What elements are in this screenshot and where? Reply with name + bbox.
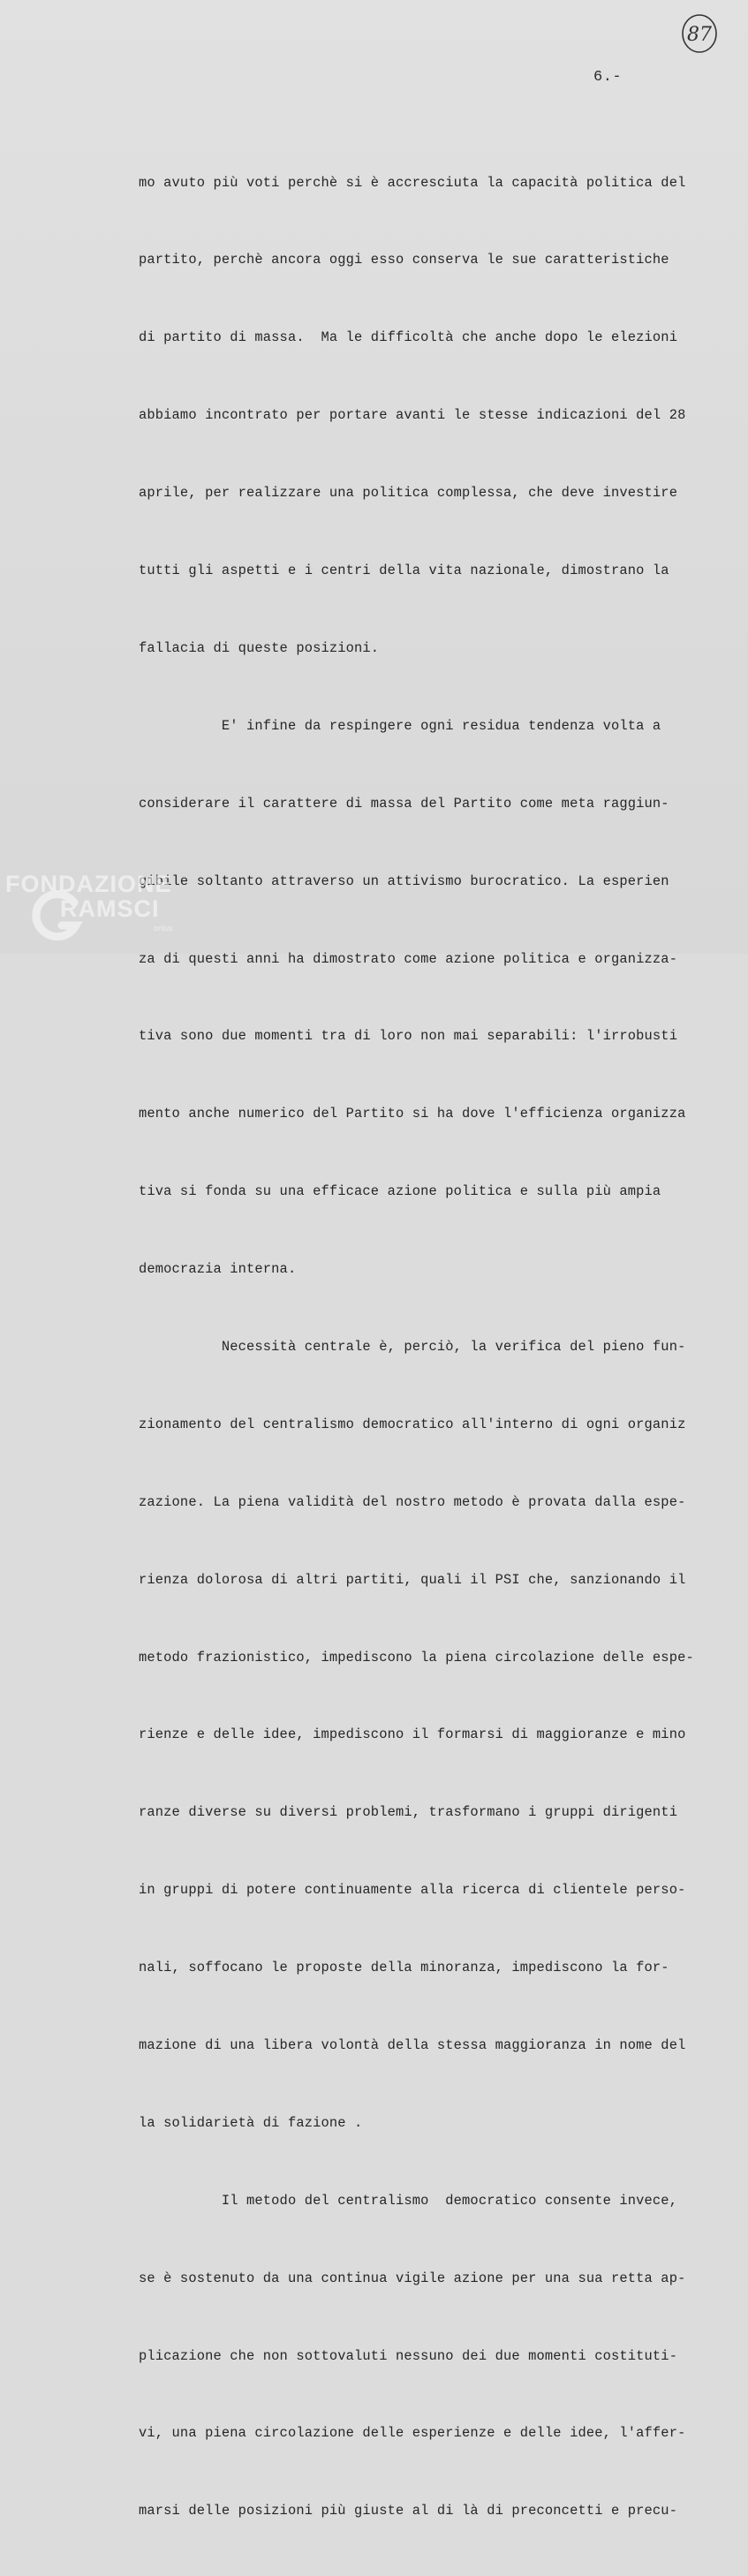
text-line: tiva sono due momenti tra di loro non mai separabili: l'irrobusti: [139, 1028, 678, 1045]
text-line: in gruppi di potere continuamente alla ricerca di clientele perso-: [139, 1882, 686, 1899]
page-number: 6.-: [593, 69, 623, 86]
text-line: considerare il carattere di massa del Partito come meta raggiun-: [139, 795, 669, 812]
archive-stamp-number: 87: [687, 24, 712, 46]
text-line: democrazia interna.: [139, 1261, 297, 1278]
text-line: partito, perchè ancora oggi esso conserva le sue caratteristiche: [139, 252, 669, 268]
text-line: rienza dolorosa di altri partiti, quali il PSI che, sanzionando il: [139, 1571, 686, 1588]
watermark-line3: onlus: [154, 924, 173, 933]
text-line: se è sostenuto da una continua vigile azione per una sua retta ap-: [139, 2270, 686, 2286]
text-line: di partito di massa. Ma le difficoltà che anche dopo le elezioni: [139, 329, 678, 346]
text-line: mazione di una libera volontà della stessa maggioranza in nome del: [139, 2036, 686, 2053]
text-line: nali, soffocano le proposte della minoranza, impediscono la for-: [139, 1960, 669, 1976]
text-line: vi, una piena circolazione delle esperienze e delle idee, l'affer-: [139, 2425, 686, 2442]
watermark-line2: RAMSCI: [60, 895, 160, 922]
text-line: tiva si fonda su una efficace azione politica e sulla più ampia: [139, 1183, 661, 1200]
text-line: za di questi anni ha dimostrato come azione politica e organizza-: [139, 950, 678, 967]
text-line: ranze diverse su diversi problemi, trasformano i gruppi dirigenti: [139, 1804, 678, 1821]
text-line: marsi delle posizioni più giuste al di là di preconcetti e precu-: [139, 2503, 678, 2519]
text-line: mo avuto più voti perchè si è accresciuta la capacità politica del: [139, 174, 686, 191]
typed-text: [139, 118, 730, 2576]
text-line: gibile soltanto attraverso un attivismo burocratico. La esperien: [139, 873, 669, 889]
text-line: tutti gli aspetti e i centri della vita nazionale, dimostrano la: [139, 563, 669, 579]
text-line: fallacia di queste posizioni.: [139, 639, 380, 656]
text-line: plicazione che non sottovaluti nessuno dei due momenti costituti-: [139, 2347, 678, 2364]
text-line: Il metodo del centralismo democratico consente invece,: [139, 2192, 678, 2209]
fondazione-gramsci-watermark: [5, 871, 200, 950]
text-line: aprile, per realizzare una politica complessa, che deve investire: [139, 485, 678, 502]
text-line: metodo frazionistico, impediscono la piena circolazione delle espe-: [139, 1649, 694, 1666]
text-line: zionamento del centralismo democratico all'interno di ogni organiz: [139, 1416, 686, 1432]
text-line: abbiamo incontrato per portare avanti le stesse indicazioni del 28: [139, 407, 686, 424]
watermark-line1: FONDAZIONE: [5, 871, 172, 897]
text-line: rienze e delle idee, impediscono il formarsi di maggioranze e mino: [139, 1726, 686, 1743]
text-line: E' infine da respingere ogni residua tendenza volta a: [139, 717, 661, 734]
text-line: mento anche numerico del Partito si ha dove l'efficienza organizza: [139, 1106, 686, 1122]
text-line: Necessità centrale è, perciò, la verifica del pieno fun-: [139, 1338, 686, 1355]
archive-stamp: [680, 12, 719, 55]
text-line: zazione. La piena validità del nostro metodo è provata dalla espe-: [139, 1493, 686, 1510]
text-line: la solidarietà di fazione .: [139, 2114, 363, 2131]
